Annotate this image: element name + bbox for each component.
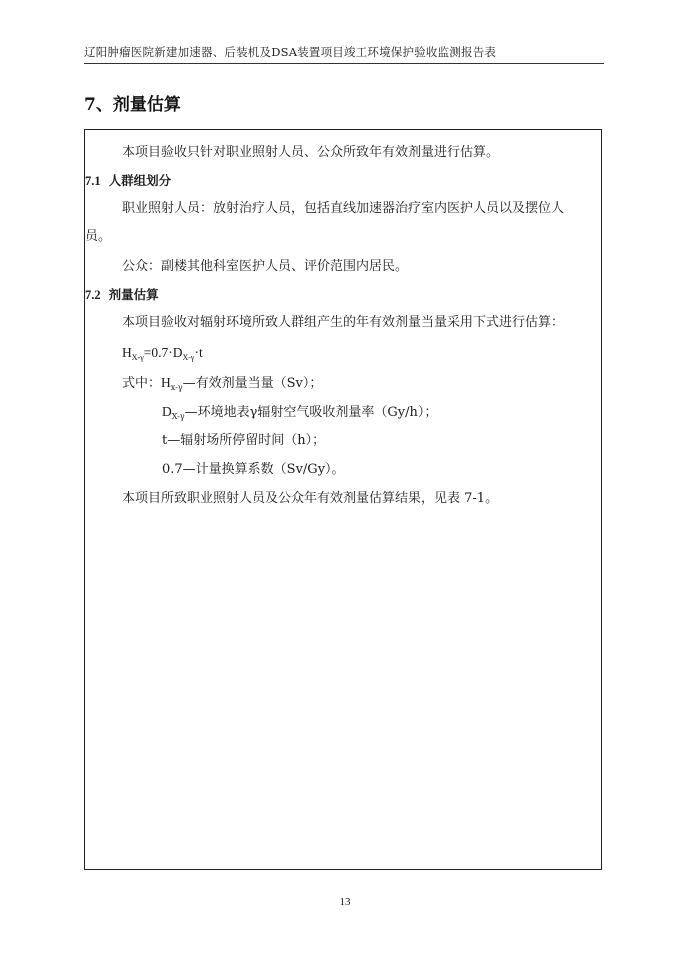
estimation-intro: 本项目验收对辐射环境所致人群组产生的年有效剂量当量采用下式进行估算：	[122, 315, 565, 330]
section-title: 7、剂量估算	[84, 95, 181, 115]
subsection-7-2-number: 7.2	[85, 288, 101, 302]
definition-d: $D_{X-\gamma}—$环境地表γ辐射空气吸收剂量率（Gy/h）；	[162, 404, 438, 421]
header-rule	[84, 63, 604, 64]
where-label: 式中：	[122, 376, 162, 391]
page-number: 13	[339, 896, 351, 908]
intro-paragraph: 本项目验收只针对职业照射人员、公众所致年有效剂量进行估算。	[122, 145, 500, 160]
document-header: 辽阳肿瘤医院新建加速器、后装机及DSA装置项目竣工环境保护验收监测报告表	[84, 45, 497, 59]
subsection-7-1-title: 人群组划分	[108, 173, 172, 188]
occupational-definition-line2: 员。	[85, 229, 112, 244]
definition-h: 式中：$H_{x-\gamma}—$有效剂量当量（Sv）；	[122, 375, 323, 392]
result-reference: 本项目所致职业照射人员及公众年有效剂量估算结果，见表 7-1。	[122, 491, 499, 506]
occupational-definition-line1: 职业照射人员：放射治疗人员，包括直线加速器治疗室内医护人员以及摆位人	[122, 201, 565, 216]
content-box	[84, 129, 602, 870]
subsection-7-2-heading	[85, 287, 159, 303]
subsection-7-2-title: 剂量估算	[108, 287, 159, 302]
public-definition: 公众：副楼其他科室医护人员、评价范围内居民。	[122, 259, 409, 274]
dose-formula: $H_{X-\gamma}=0.7\cdot D_{X-\gamma}\cdot t$	[122, 345, 203, 362]
subsection-7-1-number: 7.1	[85, 174, 101, 188]
definition-t: t—辐射场所停留时间（h）；	[162, 433, 326, 448]
definition-coefficient: 0.7—计量换算系数（Sv/Gy）。	[162, 462, 345, 477]
subsection-7-1-heading	[85, 173, 171, 189]
